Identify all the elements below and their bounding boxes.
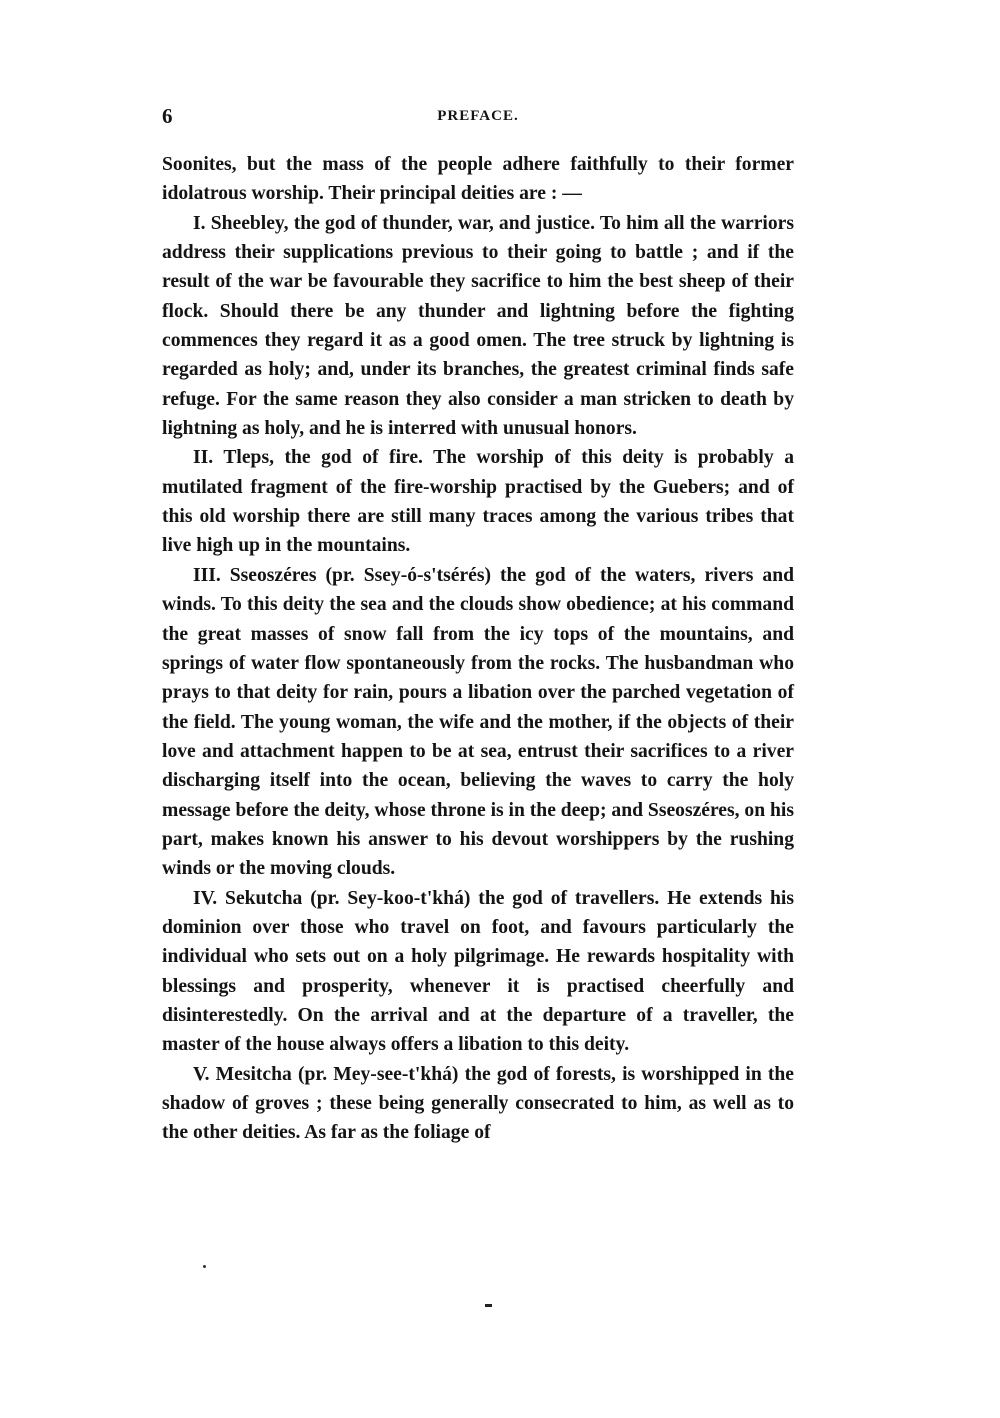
body-text [162, 150, 794, 1148]
paragraph-sseoszeres: III. Sseoszéres (pr. Ssey-ó-s'tsérés) the god of the waters, rivers and winds. To this deity the sea and the clouds show obedience; at his command the great masses of snow fall from the icy tops of the mountains, and springs of water flow spontaneously from the rocks. The husbandman who prays to that deity for rain, pours a libation over the parched vegetation of the field. The young woman, the wife and the mother, if the objects of their love and attachment happen to be at sea, entrust their sacrifices to a river discharging itself into the ocean, believing the waves to carry the holy message before the deity, whose throne is in the deep; and Sseoszéres, on his part, makes known his answer to his devout worshippers by the rushing winds or the moving clouds. [162, 564, 794, 880]
paragraph-continuation: Soonites, but the mass of the people adhere faithfully to their former idolatrous worship. Their principal deities are : — [162, 154, 794, 205]
paragraph-mesitcha: V. Mesitcha (pr. Mey-see-t'khá) the god of forests, is worshipped in the shadow of groves ; these being generally consecrated to him, as well as to the other deities. As far as the foliage of [162, 1063, 794, 1144]
scan-mark [485, 1304, 492, 1307]
paragraph-sekutcha: IV. Sekutcha (pr. Sey-koo-t'khá) the god of travellers. He extends his dominion over those who travel on foot, and favours particularly the individual who sets out on a holy pilgrimage. He rewards hospitality with blessings and prosperity, whenever it is practised cheerfully and disinterestedly. On the arrival and at the departure of a traveller, the master of the house always offers a libation to this deity. [162, 887, 794, 1056]
running-head: PREFACE. [437, 108, 519, 124]
scan-speck [203, 1265, 206, 1268]
paragraph-tleps: II. Tleps, the god of fire. The worship of this deity is probably a mutilated fragment of the fire-worship practised by the Guebers; and of this old worship there are still many traces among the various tribes that live high up in the mountains. [162, 447, 794, 557]
page-number: 6 [162, 104, 173, 128]
paragraph-sheebley: I. Sheebley, the god of thunder, war, and justice. To him all the warriors address their supplications previous to their going to battle ; and if the result of the war be favourable they sacrifice to him the best sheep of their flock. Should there be any thunder and lightning before the fighting commences they regard it as a good omen. The tree struck by lightning is regarded as holy; and, under its branches, the greatest criminal finds safe refuge. For the same reason they also consider a man stricken to death by lightning as holy, and he is interred with unusual honors. [162, 212, 794, 440]
page-header [162, 104, 794, 132]
